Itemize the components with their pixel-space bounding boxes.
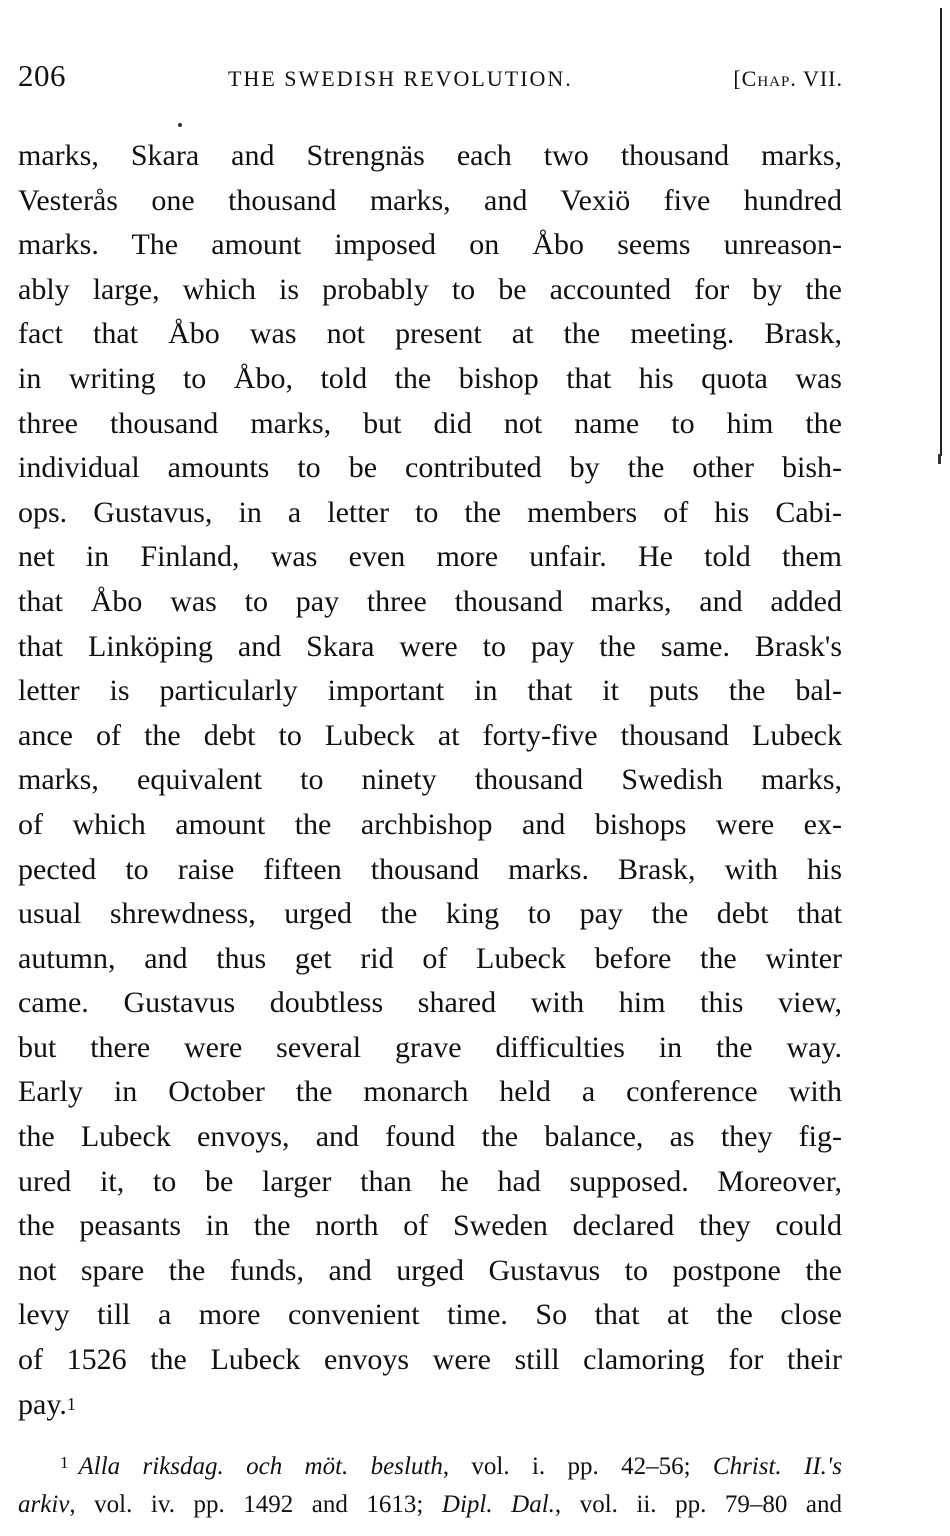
text-line: ured it, to be larger than he had supposed. Moreover, — [18, 1164, 842, 1198]
text-line: fact that Åbo was not present at the meeting. Brask, — [18, 317, 842, 351]
page-edge-mark — [938, 454, 941, 464]
citation-title: arkiv — [18, 1491, 70, 1518]
text-line: came. Gustavus doubtless shared with him this view, — [18, 986, 842, 1020]
text-line: ably large, which is probably to be accounted for by the — [18, 272, 842, 306]
text-line: usual shrewdness, urged the king to pay the debt that — [18, 897, 842, 931]
page-edge-rule — [940, 8, 942, 456]
text-line: letter is particularly important in that it puts the bal- — [18, 674, 842, 708]
body-text — [18, 134, 842, 1427]
text-line: ance of the debt to Lubeck at forty-five thousand Lubeck — [18, 718, 842, 752]
citation-detail: , vol. i. pp. 42–56; — [442, 1453, 713, 1480]
text-line: the Lubeck envoys, and found the balance, as they fig- — [18, 1120, 842, 1154]
text-line: autumn, and thus get rid of Lubeck before the winter — [18, 941, 842, 975]
text-line: Vesterås one thousand marks, and Vexiö five hundred — [18, 183, 842, 217]
chapter-reference: [Chap. VII. — [733, 66, 843, 91]
text-line: pected to raise fifteen thousand marks. Brask, with his — [18, 852, 842, 886]
citation-title: Dipl. Dal. — [441, 1491, 555, 1518]
page-number: 206 — [18, 58, 66, 93]
text-line: but there were several grave difficulties in the way. — [18, 1030, 842, 1064]
text-line: Early in October the monarch held a conference with — [18, 1075, 842, 1109]
final-line-text: pay. — [18, 1387, 67, 1421]
text-line: not spare the funds, and urged Gustavus to postpone the — [18, 1253, 842, 1287]
text-line: that Linköping and Skara were to pay the same. Brask's — [18, 629, 842, 663]
text-line: three thousand marks, but did not name to him the — [18, 406, 842, 440]
text-line: ops. Gustavus, in a letter to the members of his Cabi- — [18, 495, 842, 529]
text-line: marks, equivalent to ninety thousand Swedish marks, — [18, 763, 842, 797]
running-head: THE SWEDISH REVOLUTION. — [228, 66, 573, 91]
text-line: of which amount the archbishop and bishops were ex- — [18, 807, 842, 841]
footnote-reference: 1 — [66, 1393, 76, 1414]
footnote-line — [18, 1448, 842, 1486]
text-line: net in Finland, was even more unfair. He told them — [18, 540, 842, 574]
text-line: levy till a more convenient time. So that at the close — [18, 1298, 842, 1332]
citation-title: Alla riksdag. och möt. besluth — [78, 1453, 443, 1480]
page-header — [18, 58, 843, 102]
text-line: marks, Skara and Strengnäs each two thousand marks, — [18, 139, 842, 172]
print-speck — [178, 123, 182, 127]
text-line: of 1526 the Lubeck envoys were still clamoring for their — [18, 1343, 842, 1377]
citation-detail: , vol. ii. pp. 79–80 and — [554, 1491, 842, 1518]
text-line: individual amounts to be contributed by the other bish- — [18, 451, 842, 485]
footnote-line — [18, 1486, 842, 1524]
citation-title: Christ. II.'s — [712, 1453, 842, 1480]
footnote-marker: 1 — [60, 1453, 69, 1472]
text-line: that Åbo was to pay three thousand marks, and added — [18, 584, 842, 618]
text-line-final — [18, 1383, 842, 1428]
text-line: the peasants in the north of Sweden declared they could — [18, 1209, 842, 1243]
citation-detail: , vol. iv. pp. 1492 and 1613; — [69, 1491, 442, 1518]
text-line: marks. The amount imposed on Åbo seems unreason- — [18, 228, 842, 262]
text-line: in writing to Åbo, told the bishop that his quota was — [18, 361, 842, 395]
footnote — [18, 1448, 842, 1524]
